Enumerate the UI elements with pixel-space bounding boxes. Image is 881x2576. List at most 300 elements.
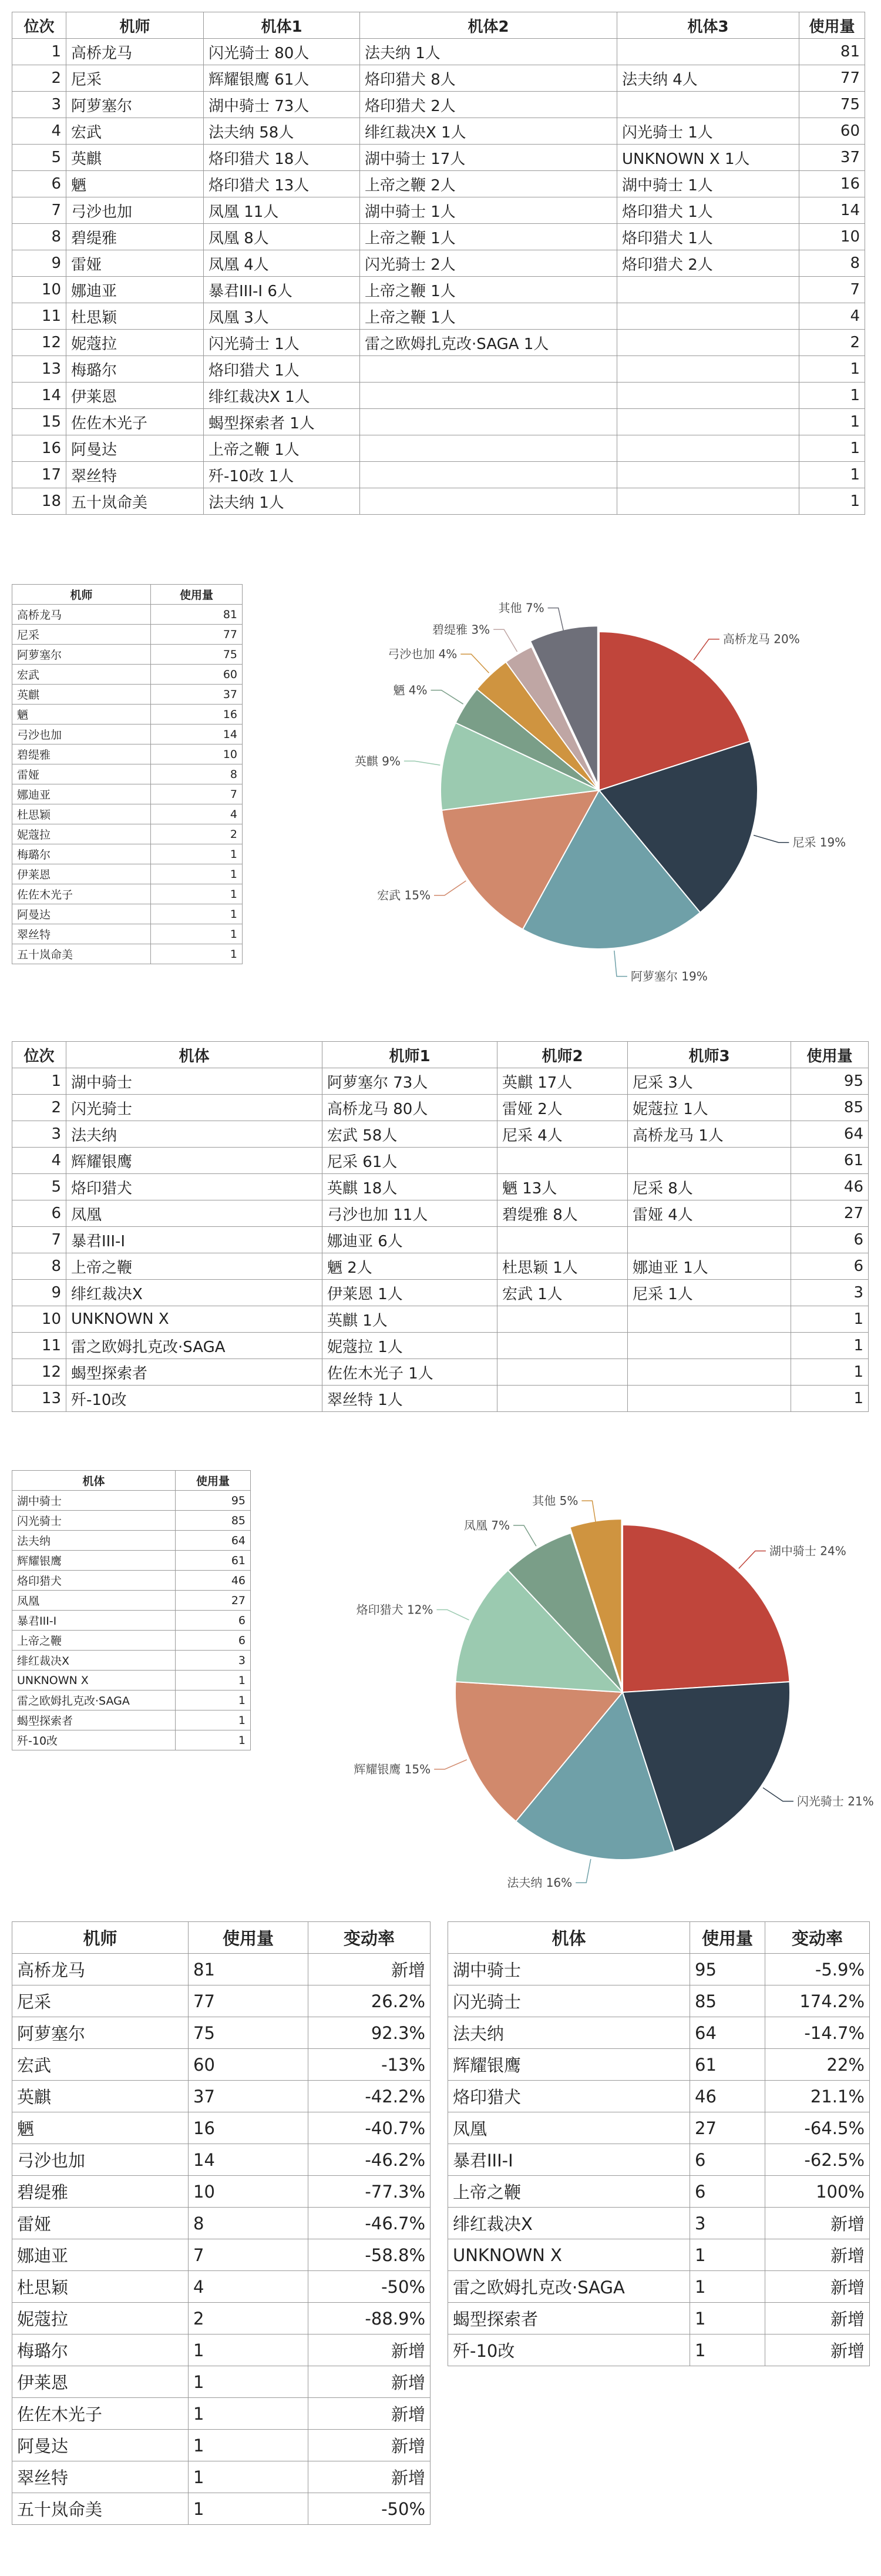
pie-label: 湖中骑士 24% (769, 1544, 846, 1558)
table-cell: 1 (791, 1386, 869, 1412)
table-cell: 64 (176, 1531, 251, 1551)
pie-label: 尼采 19% (792, 835, 846, 850)
pie-leader-line (614, 951, 627, 977)
table-row (12, 2017, 431, 2049)
table-cell: 2 (12, 65, 66, 92)
table-cell: 10 (12, 1306, 66, 1333)
table-cell: 16 (151, 705, 243, 724)
column-header: 位次 (12, 1042, 66, 1068)
table-cell: 新增 (765, 2334, 870, 2366)
table-cell: 烙印猎犬 2人 (617, 250, 799, 277)
table-cell: 新增 (765, 2271, 870, 2303)
mech-usage-summary-table (12, 1470, 251, 1750)
table-cell (497, 1359, 628, 1386)
table-cell (617, 488, 799, 515)
table-cell (628, 1306, 791, 1333)
table-row (12, 383, 865, 409)
table-cell (360, 462, 617, 488)
table-cell: 1 (791, 1333, 869, 1359)
table-row (448, 2049, 870, 2081)
table-cell: 阿萝塞尔 73人 (322, 1068, 497, 1095)
column-header: 机体 (448, 1922, 690, 1954)
table-cell: 6 (12, 171, 66, 197)
table-cell: 1 (12, 1068, 66, 1095)
table-cell: 凤凰 (448, 2112, 690, 2144)
table-cell (617, 356, 799, 383)
table-cell: 暴君III-I (12, 1611, 176, 1631)
table-header (12, 1922, 431, 1954)
table-cell: 魉 (66, 171, 204, 197)
column-header: 机师 (12, 585, 151, 605)
table-cell: 闪光骑士 (66, 1095, 322, 1121)
table-cell: 16 (799, 171, 865, 197)
table-header (12, 1042, 869, 1068)
table-cell: 法夫纳 58人 (204, 118, 360, 145)
table-cell: 26.2% (308, 1985, 431, 2017)
table-cell: 烙印猎犬 1人 (204, 356, 360, 383)
table-cell: 翠丝特 (12, 2461, 189, 2493)
table-cell: -14.7% (765, 2017, 870, 2049)
table-cell: 烙印猎犬 (448, 2081, 690, 2112)
table-cell: 10 (189, 2176, 308, 2208)
table-body (12, 1491, 251, 1750)
table-cell: 蝎型探索者 (448, 2303, 690, 2334)
table-cell: UNKNOWN X 1人 (617, 145, 799, 171)
header-row (12, 1922, 431, 1954)
table-cell: 新增 (308, 2366, 431, 2398)
table-cell: 杜思颖 (12, 2271, 189, 2303)
table-cell: 娜迪亚 (66, 277, 204, 303)
pie-slice (623, 1525, 789, 1692)
table-row (12, 1280, 869, 1306)
table-cell: 碧缇雅 (12, 2176, 189, 2208)
table-cell: 英麒 17人 (497, 1068, 628, 1095)
table-cell: 8 (799, 250, 865, 277)
table-row (12, 1671, 251, 1690)
table-cell: 娜迪亚 1人 (628, 1253, 791, 1280)
table-cell (628, 1386, 791, 1412)
table-cell: 宏武 (12, 2049, 189, 2081)
table-cell: 英麒 (66, 145, 204, 171)
table-cell: 6 (12, 1200, 66, 1227)
pie-label: 辉耀银鹰 15% (354, 1762, 431, 1777)
table-cell: 杜思颖 1人 (497, 1253, 628, 1280)
table-cell (617, 330, 799, 356)
table-cell (617, 277, 799, 303)
pie-label: 烙印猎犬 12% (356, 1602, 433, 1617)
table-row (12, 145, 865, 171)
table-cell: 妮蔻拉 1人 (628, 1095, 791, 1121)
table-row (12, 2208, 431, 2239)
pie-leader-line (404, 761, 440, 765)
table-cell: 新增 (308, 2461, 431, 2493)
table-row (12, 1710, 251, 1730)
table-row (12, 1511, 251, 1531)
table-cell: 95 (176, 1491, 251, 1511)
table-cell: 4 (12, 118, 66, 145)
table-row (12, 1611, 251, 1631)
table-cell: 英麒 18人 (322, 1174, 497, 1200)
table-row (448, 2334, 870, 2366)
table-cell: 绯红裁决X 1人 (360, 118, 617, 145)
table-row (12, 824, 243, 844)
table-cell: 77 (189, 1985, 308, 2017)
table-row (12, 277, 865, 303)
table-cell: 1 (151, 944, 243, 964)
table-cell: 6 (176, 1631, 251, 1651)
table-row (448, 1954, 870, 1985)
table-cell: 3 (791, 1280, 869, 1306)
table-cell: 95 (690, 1954, 765, 1985)
table-cell: 法夫纳 (12, 1531, 176, 1551)
table-cell (497, 1386, 628, 1412)
table-row (12, 944, 243, 964)
table-cell: 五十岚命美 (12, 2493, 189, 2525)
table-cell: 37 (151, 685, 243, 705)
table-cell: 8 (12, 1253, 66, 1280)
table-cell: 85 (176, 1511, 251, 1531)
table-cell: 蝎型探索者 (66, 1359, 322, 1386)
table-cell: 4 (799, 303, 865, 330)
table-row (12, 864, 243, 884)
table-row (12, 1253, 869, 1280)
table-row (12, 39, 865, 65)
pie-label: 魉 4% (393, 683, 428, 697)
table-cell: 烙印猎犬 18人 (204, 145, 360, 171)
table-cell: 77 (799, 65, 865, 92)
header-row (12, 585, 243, 605)
table-cell: 法夫纳 4人 (617, 65, 799, 92)
table-cell: 1 (690, 2271, 765, 2303)
table-row (12, 884, 243, 904)
table-row (12, 1631, 251, 1651)
table-row (12, 625, 243, 645)
table-row (12, 118, 865, 145)
table-cell: 95 (791, 1068, 869, 1095)
pie-label: 高桥龙马 20% (722, 632, 800, 646)
table-cell: 1 (189, 2366, 308, 2398)
table-cell (617, 92, 799, 118)
table-cell: 绯红裁决X (12, 1651, 176, 1671)
table-cell: 妮蔻拉 1人 (322, 1333, 497, 1359)
table-row (12, 1333, 869, 1359)
table-row (12, 1571, 251, 1591)
table-cell: 法夫纳 (448, 2017, 690, 2049)
table-cell: 新增 (308, 2334, 431, 2366)
table-cell: 37 (189, 2081, 308, 2112)
pie-label: 其他 7% (498, 601, 544, 615)
table-body (448, 1954, 870, 2366)
table-cell: 阿曼达 (12, 2430, 189, 2461)
table-row (12, 665, 243, 685)
table-row (12, 330, 865, 356)
table-cell: 2 (189, 2303, 308, 2334)
table-row (12, 2398, 431, 2430)
table-cell: 弓沙也加 (66, 197, 204, 224)
table-cell (617, 303, 799, 330)
table-cell: 60 (189, 2049, 308, 2081)
table-cell: 1 (189, 2398, 308, 2430)
table-cell: 佐佐木光子 (12, 884, 151, 904)
table-cell (617, 409, 799, 435)
table-cell: 1 (189, 2493, 308, 2525)
table-cell: 7 (799, 277, 865, 303)
table-cell: 碧缇雅 (12, 744, 151, 764)
pie-label: 宏武 15% (377, 888, 431, 903)
table-body (12, 1068, 869, 1412)
table-cell: 尼采 (12, 625, 151, 645)
table-cell: 尼采 (66, 65, 204, 92)
table-cell (360, 383, 617, 409)
table-cell: 14 (799, 197, 865, 224)
table-cell: 暴君III-I 6人 (204, 277, 360, 303)
table-cell: 凤凰 4人 (204, 250, 360, 277)
table-cell: 上帝之鞭 (448, 2176, 690, 2208)
table-row (12, 1095, 869, 1121)
column-header: 机体1 (204, 12, 360, 39)
table-row (12, 2366, 431, 2398)
table-cell: 11 (12, 1333, 66, 1359)
table-cell: 弓沙也加 (12, 724, 151, 744)
table-row (12, 1531, 251, 1551)
table-row (12, 171, 865, 197)
table-cell: -40.7% (308, 2112, 431, 2144)
table-row (12, 2049, 431, 2081)
table-cell: 辉耀银鹰 61人 (204, 65, 360, 92)
table-cell: -58.8% (308, 2239, 431, 2271)
table-cell: 1 (176, 1730, 251, 1750)
table-cell: 16 (189, 2112, 308, 2144)
table-row (12, 645, 243, 665)
table-cell (628, 1333, 791, 1359)
table-row (12, 65, 865, 92)
table-cell: 烙印猎犬 (66, 1174, 322, 1200)
table-cell: 湖中骑士 (448, 1954, 690, 1985)
table-row (12, 2334, 431, 2366)
table-row (12, 605, 243, 625)
table-body (12, 39, 865, 515)
table-cell: 妮蔻拉 (12, 824, 151, 844)
table-cell: 阿萝塞尔 (12, 645, 151, 665)
table-cell: 85 (690, 1985, 765, 2017)
table-cell: 宏武 58人 (322, 1121, 497, 1148)
pilot-usage-table (12, 12, 865, 515)
pie-leader-line (434, 881, 466, 895)
table-row (12, 724, 243, 744)
table-cell: 81 (189, 1954, 308, 1985)
table-cell: 英麒 (12, 685, 151, 705)
table-cell: 歼-10改 (66, 1386, 322, 1412)
table-cell: 8 (151, 764, 243, 784)
table-cell: 宏武 (12, 665, 151, 685)
table-cell: -46.2% (308, 2144, 431, 2176)
table-cell: 五十岚命美 (12, 944, 151, 964)
table-cell: 1 (189, 2430, 308, 2461)
table-cell: 辉耀银鹰 (12, 1551, 176, 1571)
table-cell: 高桥龙马 1人 (628, 1121, 791, 1148)
table-cell: 174.2% (765, 1985, 870, 2017)
pie-leader-line (434, 1760, 467, 1769)
table-cell: 湖中骑士 17人 (360, 145, 617, 171)
pie-leader-line (513, 1525, 536, 1546)
table-cell: 烙印猎犬 1人 (617, 224, 799, 250)
table-row (12, 784, 243, 804)
table-row (12, 303, 865, 330)
table-cell: 1 (176, 1690, 251, 1710)
table-cell: 娜迪亚 6人 (322, 1227, 497, 1253)
column-header: 机师3 (628, 1042, 791, 1068)
table-cell: 闪光骑士 (448, 1985, 690, 2017)
table-cell: 3 (690, 2208, 765, 2239)
table-cell: 娜迪亚 (12, 784, 151, 804)
table-cell: 27 (690, 2112, 765, 2144)
table-row (12, 764, 243, 784)
table-cell: 翠丝特 1人 (322, 1386, 497, 1412)
table-row (12, 1954, 431, 1985)
table-row (12, 2176, 431, 2208)
table-cell: 湖中骑士 1人 (617, 171, 799, 197)
table-cell: -50% (308, 2493, 431, 2525)
table-cell: 凤凰 11人 (204, 197, 360, 224)
table-row (448, 2271, 870, 2303)
column-header: 变动率 (765, 1922, 870, 1954)
table-cell: 新增 (765, 2303, 870, 2334)
table-cell: 64 (791, 1121, 869, 1148)
table-cell: 高桥龙马 (12, 605, 151, 625)
table-cell: 宏武 (66, 118, 204, 145)
pie-leader-line (763, 1787, 793, 1801)
table-cell: 64 (690, 2017, 765, 2049)
table-row (12, 1386, 869, 1412)
table-cell: 75 (151, 645, 243, 665)
column-header: 机师 (66, 12, 204, 39)
table-cell: 杜思颖 (12, 804, 151, 824)
table-cell: 1 (151, 904, 243, 924)
table-cell: 尼采 8人 (628, 1174, 791, 1200)
table-cell: 高桥龙马 80人 (322, 1095, 497, 1121)
table-cell: 伊莱恩 (12, 864, 151, 884)
table-cell: 6 (690, 2176, 765, 2208)
table-cell: 4 (189, 2271, 308, 2303)
table-row (12, 1690, 251, 1710)
table-cell: 烙印猎犬 8人 (360, 65, 617, 92)
table-row (12, 2239, 431, 2271)
table-cell: 雷娅 (12, 764, 151, 784)
table-cell: 烙印猎犬 13人 (204, 171, 360, 197)
table-cell: 阿萝塞尔 (66, 92, 204, 118)
table-cell: 闪光骑士 (12, 1511, 176, 1531)
pie-leader-line (739, 1551, 766, 1568)
table-cell: 上帝之鞭 2人 (360, 171, 617, 197)
table-row (12, 2430, 431, 2461)
table-cell: 12 (12, 1359, 66, 1386)
mech-change-table (448, 1921, 870, 2366)
table-cell: 61 (690, 2049, 765, 2081)
table-cell: 46 (690, 2081, 765, 2112)
table-cell: 佐佐木光子 (12, 2398, 189, 2430)
table-cell: 高桥龙马 (66, 39, 204, 65)
table-cell: 湖中骑士 1人 (360, 197, 617, 224)
table-cell: UNKNOWN X (12, 1671, 176, 1690)
table-cell: 翠丝特 (66, 462, 204, 488)
header-row (12, 1042, 869, 1068)
table-cell: 3 (176, 1651, 251, 1671)
table-row (12, 2144, 431, 2176)
table-cell: 75 (189, 2017, 308, 2049)
table-cell: 辉耀银鹰 (448, 2049, 690, 2081)
table-row (448, 1985, 870, 2017)
table-cell: 梅璐尔 (12, 844, 151, 864)
column-header: 机体2 (360, 12, 617, 39)
table-cell: 7 (12, 1227, 66, 1253)
table-row (12, 92, 865, 118)
table-cell: 7 (12, 197, 66, 224)
table-cell: 3 (12, 1121, 66, 1148)
table-cell: -62.5% (765, 2144, 870, 2176)
table-cell: 14 (12, 383, 66, 409)
table-cell: 75 (799, 92, 865, 118)
table-cell: 暴君III-I (448, 2144, 690, 2176)
table-row (12, 1148, 869, 1174)
table-cell: 新增 (765, 2239, 870, 2271)
pie-leader-line (436, 1609, 469, 1619)
table-cell (628, 1148, 791, 1174)
table-cell: 27 (791, 1200, 869, 1227)
table-cell: 10 (12, 277, 66, 303)
table-cell: 100% (765, 2176, 870, 2208)
table-row (12, 409, 865, 435)
table-cell: 雷之欧姆扎克改·SAGA (12, 1690, 176, 1710)
table-cell: 5 (12, 1174, 66, 1200)
table-cell: 上帝之鞭 1人 (360, 277, 617, 303)
table-cell: 弓沙也加 11人 (322, 1200, 497, 1227)
table-row (12, 844, 243, 864)
table-cell: 上帝之鞭 (12, 1631, 176, 1651)
table-cell: 1 (690, 2239, 765, 2271)
table-cell: -50% (308, 2271, 431, 2303)
pie-label: 碧缇雅 3% (432, 622, 490, 637)
table-row (448, 2176, 870, 2208)
pilot-usage-summary-table (12, 584, 243, 964)
table-cell: 10 (799, 224, 865, 250)
table-row (12, 488, 865, 515)
table-cell: 46 (176, 1571, 251, 1591)
table-cell: 蝎型探索者 (12, 1710, 176, 1730)
table-cell (497, 1333, 628, 1359)
table-row (12, 1591, 251, 1611)
table-cell: 61 (791, 1148, 869, 1174)
table-cell: 歼-10改 (448, 2334, 690, 2366)
table-cell: 法夫纳 (66, 1121, 322, 1148)
table-cell: 魉 13人 (497, 1174, 628, 1200)
table-cell: 弓沙也加 (12, 2144, 189, 2176)
table-cell: 14 (151, 724, 243, 744)
table-cell: 凤凰 (12, 1591, 176, 1611)
table-cell: 新增 (765, 2208, 870, 2239)
table-cell: 宏武 1人 (497, 1280, 628, 1306)
table-row (12, 685, 243, 705)
table-cell: 梅璐尔 (12, 2334, 189, 2366)
column-header: 使用量 (151, 585, 243, 605)
table-cell: 雷之欧姆扎克改·SAGA (66, 1333, 322, 1359)
table-row (448, 2303, 870, 2334)
table-cell: 闪光骑士 1人 (204, 330, 360, 356)
table-row (12, 356, 865, 383)
table-row (12, 1651, 251, 1671)
table-cell: -13% (308, 2049, 431, 2081)
table-cell: 27 (176, 1591, 251, 1611)
table-cell: 13 (12, 1386, 66, 1412)
